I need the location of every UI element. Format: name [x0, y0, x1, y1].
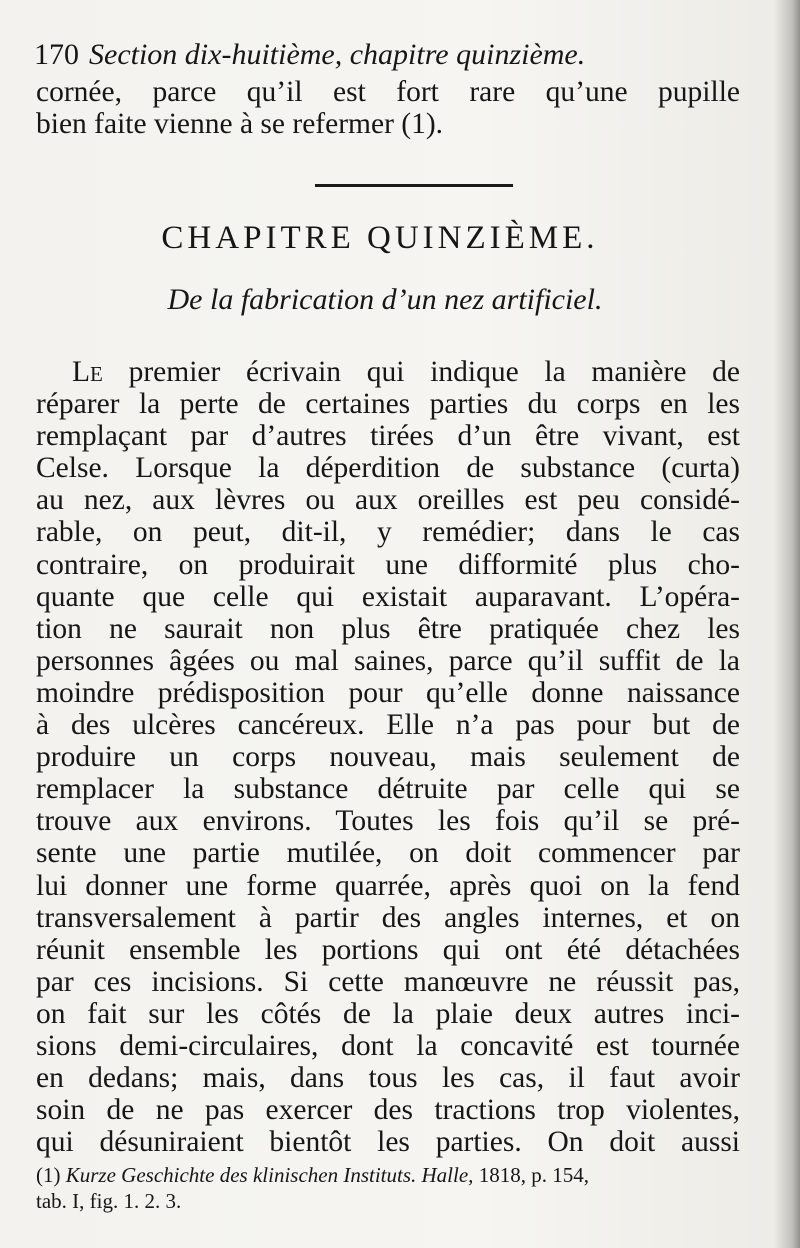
text-line: cornée, parce qu’il est fort rare qu’une pupille: [36, 76, 740, 108]
text-line: qui désuniraient bientôt les parties. On doit aussi: [36, 1126, 740, 1159]
text-line: bien faite vienne à se refermer (1).: [36, 108, 444, 141]
footnote-citation-rest: 1818, p. 154,: [473, 1163, 589, 1187]
chapter-title: CHAPITRE QUINZIÈME.: [161, 220, 599, 256]
text-line: en dedans; mais, dans tous les cas, il faut avoir: [36, 1062, 740, 1095]
text-line: réparer la perte de certaines parties du corps en les: [36, 388, 740, 421]
running-title: Section dix-huitième, chapitre quinzième.: [89, 38, 586, 71]
text-line: au nez, aux lèvres ou aux oreilles est peu considé-: [36, 484, 740, 517]
text-line: réunit ensemble les portions qui ont été détachées: [36, 933, 740, 966]
text-line: quante que celle qui existait auparavant. L’opéra-: [36, 580, 740, 613]
footnote-line: [36, 1162, 756, 1188]
running-header: [34, 38, 754, 72]
text-line: produire un corps nouveau, mais seulement de: [36, 741, 740, 774]
text-line: rable, on peut, dit-il, y remédier; dans le cas: [36, 516, 740, 549]
footnote-citation-title: Kurze Geschichte des klinischen Instituts. Halle,: [65, 1163, 474, 1187]
text-line: lui donner une forme quarrée, après quoi on la fend: [36, 869, 740, 902]
text-line: transversalement à partir des angles internes, et on: [36, 901, 740, 934]
text-line: contraire, on produirait une difformité plus cho-: [36, 548, 740, 581]
continued-paragraph: [36, 76, 740, 140]
footnote: [36, 1162, 756, 1214]
dropcap: Le: [72, 356, 103, 388]
text-line: par ces incisions. Si cette manœuvre ne réussit pas,: [36, 965, 740, 998]
text-line: on fait sur les côtés de la plaie deux autres inci-: [36, 997, 740, 1030]
text-line-first: [36, 356, 740, 388]
text-line: sente une partie mutilée, on doit commencer par: [36, 837, 740, 870]
footnote-line: tab. I, fig. 1. 2. 3.: [36, 1189, 182, 1213]
text-line: Celse. Lorsque la déperdition de substance (curta): [36, 452, 740, 485]
page-edge-shadow: [774, 0, 800, 1248]
chapter-subtitle: De la fabrication d’un nez artificiel.: [167, 283, 603, 316]
page-number: 170: [34, 38, 79, 71]
first-line-rest: premier écrivain qui indique la manière de: [102, 356, 740, 388]
text-line: remplacer la substance détruite par celle qui se: [36, 773, 740, 806]
section-divider: [315, 184, 513, 187]
body-paragraph: [36, 356, 740, 1158]
text-line: à des ulcères cancéreux. Elle n’a pas pour but de: [36, 709, 740, 742]
text-line: personnes âgées ou mal saines, parce qu’il suffit de la: [36, 644, 740, 677]
text-line: sions demi-circulaires, dont la concavité est tournée: [36, 1029, 740, 1062]
text-line: tion ne saurait non plus être pratiquée chez les: [36, 612, 740, 645]
text-line: soin de ne pas exercer des tractions trop violentes,: [36, 1094, 740, 1127]
footnote-marker: (1): [36, 1163, 61, 1187]
text-line: trouve aux environs. Toutes les fois qu’il se pré-: [36, 805, 740, 838]
text-line: moindre prédisposition pour qu’elle donne naissance: [36, 676, 740, 709]
text-line: remplaçant par d’autres tirées d’un être vivant, est: [36, 420, 740, 453]
